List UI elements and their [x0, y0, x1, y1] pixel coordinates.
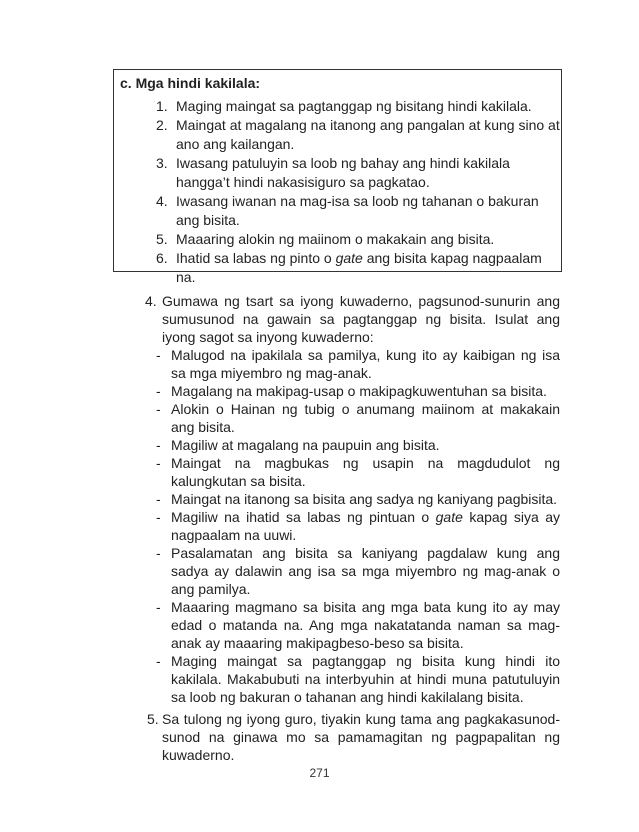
item-text: Sa tulong ng iyong guro, tiyakin kung tama ang pagkakasunod-sunod na ginawa mo sa pamamagitan ng pagpapalitan ng kuwaderno. [162, 711, 560, 763]
step-list [145, 346, 560, 706]
hindi-kakilala-box [113, 69, 562, 285]
box-list-item: 5. Maaaring alokin ng maiinom o makakain ang bisita. [156, 231, 495, 247]
list-item: - Maging maingat sa pagtanggap ng bisita kung hindi ito kakilala. Makabubuti na interbyuhin at hindi muna patutuluyin sa loob ng bakuran o tahanan ang hindi kakilalang bisita. [156, 653, 560, 705]
box-list-item: 1. Maging maingat sa pagtanggap ng bisitang hindi kakilala. [156, 98, 532, 114]
box-list [114, 97, 564, 287]
list-item: - Magiliw na ihatid sa labas ng pintuan o gate kapag siya ay nagpaalam na uuwi. [156, 509, 560, 543]
item-number: 5. [147, 711, 159, 727]
list-item: - Magiliw at magalang na paupuin ang bisita. [156, 437, 440, 453]
box-list-item: 4. Iwasang iwanan na mag-isa sa loob ng tahanan o bakuran ang bisita. [156, 193, 539, 228]
list-item: - Maaaring magmano sa bisita ang mga bata kung ito ay may edad o matanda na. Ang mga nakatatanda naman sa mag-anak ay maaaring makipagbeso-beso sa bisita. [156, 599, 560, 651]
box-heading: c. Mga hindi kakilala: [120, 75, 261, 91]
list-item: - Maingat na magbukas ng usapin na magdudulot ng kalungkutan sa bisita. [156, 455, 560, 489]
main-content [145, 292, 560, 764]
list-item: - Malugod na ipakilala sa pamilya, kung ito ay kaibigan ng isa sa mga miyembro ng mag-anak. [156, 347, 560, 381]
page-number: 271 [309, 766, 330, 780]
box-list-item: 6. Ihatid sa labas ng pinto o gate ang bisita kapag nagpaalam na. [156, 250, 542, 285]
list-item: - Alokin o Hainan ng tubig o anumang maiinom at makakain ang bisita. [156, 401, 560, 435]
activity-item-5 [145, 710, 560, 764]
item-text: Gumawa ng tsart sa iyong kuwaderno, pagsunod-sunurin ang sumusunod na gawain sa pagtanggap ng bisita. Isulat ang iyong sagot sa inyong kuwaderno: [162, 293, 560, 345]
item-number: 4. [145, 293, 157, 309]
list-item: - Pasalamatan ang bisita sa kaniyang pagdalaw kung ang sadya ay dalawin ang isa sa mga miyembro ng mag-anak o ang pamilya. [156, 545, 560, 597]
list-item: - Magalang na makipag-usap o makipagkuwentuhan sa bisita. [156, 383, 547, 399]
list-item: - Maingat na itanong sa bisita ang sadya ng kaniyang pagbisita. [156, 491, 558, 507]
box-list-item: 3. Iwasang patuluyin sa loob ng bahay ang hindi kakilala hangga’t hindi nakasisiguro sa pagkatao. [156, 155, 510, 190]
box-list-item: 2. Maingat at magalang na itanong ang pangalan at kung sino at ano ang kailangan. [156, 117, 560, 152]
activity-item-4 [145, 292, 560, 346]
